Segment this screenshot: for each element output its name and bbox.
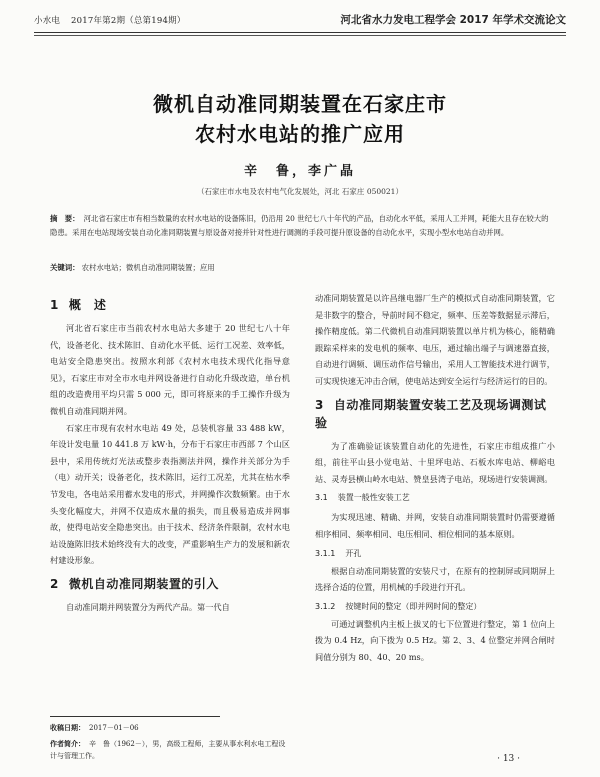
issue-info: 2017年第2期（总第194期） (71, 16, 186, 26)
footnote-divider (50, 716, 220, 717)
paragraph: 动准同期装置是以许昌继电器厂生产的模拟式自动准同期装置，它是非数字的整合，导前时间不稳定，频率、压差等数据显示滞后，操作精度低。第二代微机自动准同期装置以单片机为核心，能精确跟踪采样来的发电机的频率、电压，通过输出端子与调速器直接，自动进行调频、调压动作信号输出，采用人工智能技术进行调节，可实现快速无冲击合闸，使电站达到安全运行与经济运行的目的。 (315, 293, 555, 386)
subsection-number: 3.1.1 (315, 548, 336, 558)
header-divider-thin (34, 35, 566, 36)
subsection-3-1-heading (315, 491, 555, 505)
section-2-heading (50, 575, 290, 593)
section-number: 1 (50, 298, 59, 312)
keywords (50, 262, 555, 273)
paragraph: 可通过调整机内主板上拔叉的七下位置进行整定，第 1 位向上拨为 0.4 Hz，向下拨为 0.5 Hz。第 2、3、4 位整定并网合闸时间值分别为 80、40、20 ms。 (315, 618, 555, 662)
author-bio-label: 作者简介： (50, 740, 85, 748)
subsection-title: 装置一般性安装工艺 (337, 493, 410, 503)
running-header-left (34, 14, 193, 26)
section-number: 2 (50, 576, 59, 591)
author-bio: 辛 鲁（1962－），男，高级工程师，主要从事水利水电工程设计与管理工作。 (50, 740, 286, 760)
paragraph: 为实现迅速、精确、并网，安装自动准同期装置时仍需要遵循相序相同、频率相同、电压相同、相位相同的基本原则。 (315, 512, 555, 539)
section-3-heading (315, 396, 555, 432)
subsection-number: 3.1.2 (315, 601, 336, 611)
section-title: 自动准同期装置安装工艺及现场调测试验 (315, 397, 547, 430)
paragraph: 根据自动准同期装置的安装尺寸，在原有的控制屏或同期屏上选择合适的位置，用机械的手段进行开孔。 (315, 565, 555, 593)
received-date: 2017－01－06 (89, 724, 139, 732)
section-title: 微机自动准同期装置的引入 (68, 576, 219, 591)
left-column (50, 290, 290, 616)
section-1-heading (50, 296, 290, 314)
running-header-series: 河北省水力发电工程学会 2017 年学术交流论文 (340, 14, 566, 26)
abstract-text: 河北省石家庄市有相当数量的农村水电站的设备陈旧，仍沿用 20 世纪七八十年代的产品，自动化水平低，采用人工并网，耗能大且存在较大的隐患。采用在电站现场安装自动化准同期装置与原设备对接并针对性进行调测的手段可提升原设备的自动化水平，实现小型水电站自动并网。 (50, 214, 549, 237)
section-number: 3 (315, 397, 324, 412)
paragraph: 河北省石家庄市当前农村水电站大多建于 20 世纪七八十年代，设备老化、技术陈旧、自动化水平低、运行工况差、效率低，电站安全隐患突出。按照水利部《农村水电技术现代化指导意见》，石家庄市对全市水电并网设备进行自动化升级改造，单台机组的改造费用平均只需 5 000 元，即可将原来的手工操作升级为微机自动准同期并网。 (50, 323, 290, 416)
header-divider (34, 32, 566, 33)
abstract-label: 摘 要： (50, 214, 80, 223)
authors: 辛 鲁，李广晶 (243, 164, 356, 179)
abstract (50, 212, 555, 239)
keywords-label: 关键词： (50, 263, 80, 272)
paragraph: 石家庄市现有农村水电站 49 处，总装机容量 33 488 kW，年设计发电量 10 441.8 万 kW·h，分布于石家庄市西部 7 个山区县中，采用传统灯光法或整步表指测法并网，操作并关部分为手（电）动开关；设备老化，技术陈旧，运行工况差，尤其在枯水季节发电，各电站采用蓄水发电的形式，并网操作次数频繁。由于水头变化幅度大，并网不仅造成水量的损失，而且极易造成并网事故，使得电站安全隐患突出。由于技术、经济条件限制，农村水电站设施陈旧技术始终没有大的改变，严重影响生产力的发展和新农村建设形象。 (50, 422, 290, 566)
subsection-number: 3.1 (315, 493, 328, 503)
footnote-author (50, 738, 290, 762)
paragraph: 为了准确验证该装置自动化的先进性，石家庄市组成推广小组，前往平山县小觉电站、十里坪电站、石板水库电站、柳峪电站、灵寿县横山岭水电站、赞皇县湾子电站，现场进行安装调测。 (315, 440, 555, 484)
right-column (315, 290, 555, 666)
keywords-text: 农村水电站；微机自动准同期装置；应用 (81, 263, 215, 272)
section-title: 概 述 (68, 298, 107, 312)
received-label: 收稿日期： (50, 724, 85, 732)
journal-name: 小水电 (34, 16, 61, 26)
subsection-title: 按键时间的整定（即并网时间的整定） (345, 601, 482, 611)
subsection-3-1-2-heading (315, 600, 555, 614)
affiliation: （石家庄市水电及农村电气化发展处，河北 石家庄 050021） (197, 187, 403, 196)
subsection-3-1-1-heading (315, 547, 555, 561)
paper-title-line-1: 微机自动准同期装置在石家庄市 (153, 92, 447, 116)
page-number: · 13 · (497, 754, 520, 764)
paragraph: 自动准同期并网装置分为两代产品。第一代自 (66, 601, 230, 612)
subsection-title: 开孔 (345, 548, 362, 558)
footnote-received (50, 722, 290, 734)
paper-title-line-2: 农村水电站的推广应用 (195, 122, 405, 146)
